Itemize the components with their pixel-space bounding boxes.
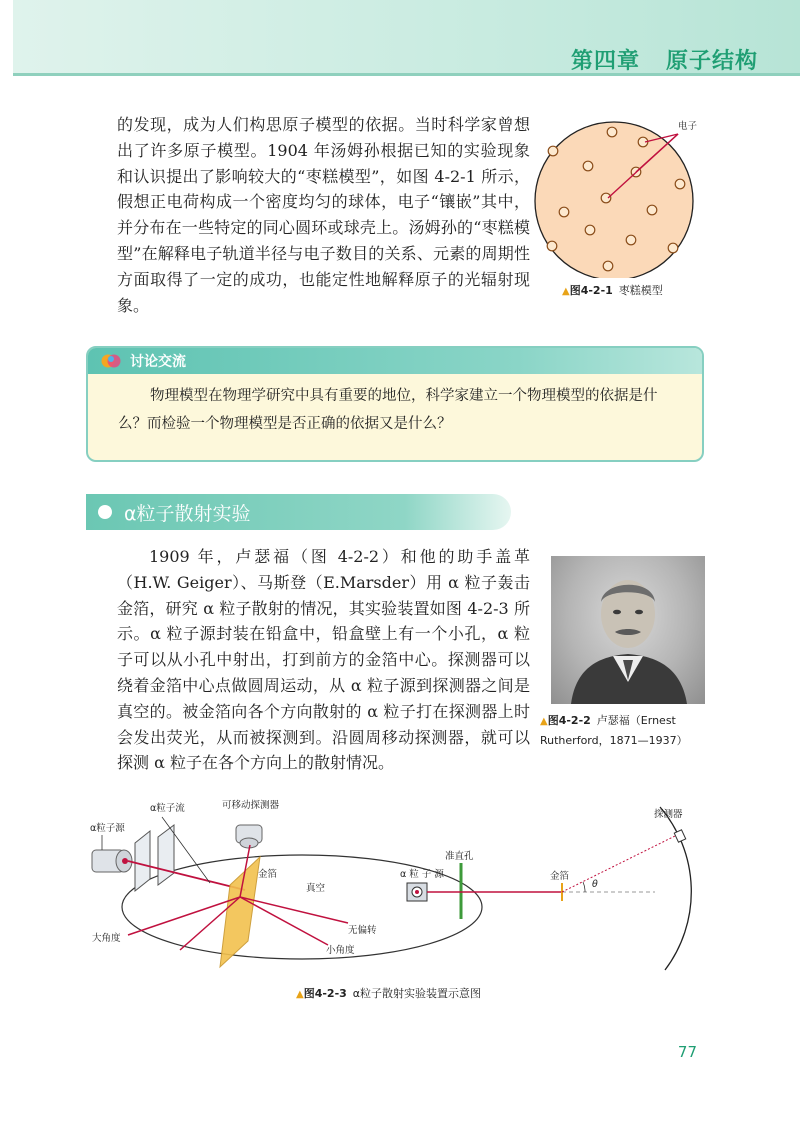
figure1-caption xyxy=(562,282,663,298)
detector-label: 探测器 xyxy=(654,809,683,820)
figure2-number: 图4-2-2 xyxy=(547,714,591,727)
experiment-paragraph: 1909 年，卢瑟福（图 4-2-2）和他的助手盖革（H.W. Geiger）、马斯登（E.Marsder）用 α 粒子轰击金箔，研究 α 粒子散射的情况，其实验装置如图 4-2-3 所示。α 粒子源封装在铅盒中，铅盒壁上有一个小孔，α 粒子可以从小孔中射出，打到前方的金箔中心。探测器可以绕着金箔中心点做圆周运动，从 α 粒子源到探测器之间是真空的。被金箔向各个方向散射的 α 粒子打在探测器上时会发出荧光，从而被探测到。沿圆周移动探测器，就可以探测 α 粒子在各个方向上的散射情况。 xyxy=(117,547,530,773)
discussion-title: 讨论交流 xyxy=(130,354,186,370)
discussion-header xyxy=(88,348,702,374)
discussion-text: 物理模型在物理学研究中具有重要的地位，科学家建立一个物理模型的依据是什么？而检验一个物理模型是否正确的依据又是什么？ xyxy=(118,388,658,432)
plum-pudding-figure xyxy=(530,118,720,278)
triangle-icon: ▲ xyxy=(540,716,548,727)
triangle-icon: ▲ xyxy=(296,989,304,1000)
large-angle-label: 大角度 xyxy=(92,933,121,944)
collimator-plate-2 xyxy=(158,825,174,885)
figure2-caption xyxy=(540,711,715,750)
gold-foil xyxy=(220,857,260,967)
discussion-box xyxy=(86,346,704,462)
movable-detector-label: 可移动探测器 xyxy=(222,800,280,811)
alpha-stream-label: α粒子流 xyxy=(150,803,185,814)
figure3-caption xyxy=(296,985,481,1001)
section-title: α粒子散射实验 xyxy=(124,502,251,525)
intro-paragraph: 的发现，成为人们构思原子模型的依据。当时科学家曾想出了许多原子模型。1904 年汤姆孙根据已知的实验现象和认识提出了影响较大的“枣糕模型”，如图 4-2-1 所示，假想正电荷构成一个密度均匀的球体，电子“镶嵌”其中，并分布在一些特定的同心圆环或球壳上。汤姆孙的“枣糕模型”在解释电子轨道半径与电子数目的关系、元素的周期性方面取得了一定的成功，也能定性地解释原子的光辐射现象。 xyxy=(117,115,530,315)
discussion-icon xyxy=(100,350,122,372)
triangle-icon: ▲ xyxy=(562,286,570,297)
chapter-number: 第四章 xyxy=(570,49,640,74)
electron-label: 电子 xyxy=(678,121,698,132)
figure1-caption-text: 枣糕模型 xyxy=(618,284,663,297)
movable-detector-icon xyxy=(236,825,262,848)
bullet-icon xyxy=(98,505,112,519)
alpha-source-schematic-label: α 粒 子 源 xyxy=(400,869,444,880)
scattering-apparatus-figure xyxy=(80,795,720,985)
portrait-illustration xyxy=(551,556,705,704)
collimator-label: 准直孔 xyxy=(445,851,474,862)
page-number: 77 xyxy=(677,1043,697,1061)
atom-sphere xyxy=(535,122,693,278)
collimator-plate-1 xyxy=(135,831,150,891)
rutherford-photo xyxy=(551,556,705,704)
vacuum-label: 真空 xyxy=(306,883,326,894)
small-angle-label: 小角度 xyxy=(326,945,355,956)
scattered-path xyxy=(562,835,677,892)
section-heading xyxy=(86,494,511,530)
figure2-caption-text: 卢瑟福（Ernest Rutherford，1871—1937） xyxy=(540,714,688,747)
detector-icon xyxy=(674,830,685,842)
figure1-number: 图4-2-1 xyxy=(569,284,613,297)
gold-foil-schematic-label: 金箔 xyxy=(550,871,570,882)
no-deflection-label: 无偏转 xyxy=(348,925,377,936)
detector-track xyxy=(660,807,691,970)
figure3-number: 图4-2-3 xyxy=(303,987,347,1000)
chapter-title xyxy=(571,44,758,75)
gold-foil-label: 金箔 xyxy=(258,869,278,880)
chapter-name: 原子结构 xyxy=(665,49,758,74)
figure3-caption-text: α粒子散射实验装置示意图 xyxy=(352,987,482,1000)
alpha-source-label: α粒子源 xyxy=(90,823,125,834)
alpha-source-box xyxy=(92,850,132,872)
theta-label: θ xyxy=(592,879,598,890)
